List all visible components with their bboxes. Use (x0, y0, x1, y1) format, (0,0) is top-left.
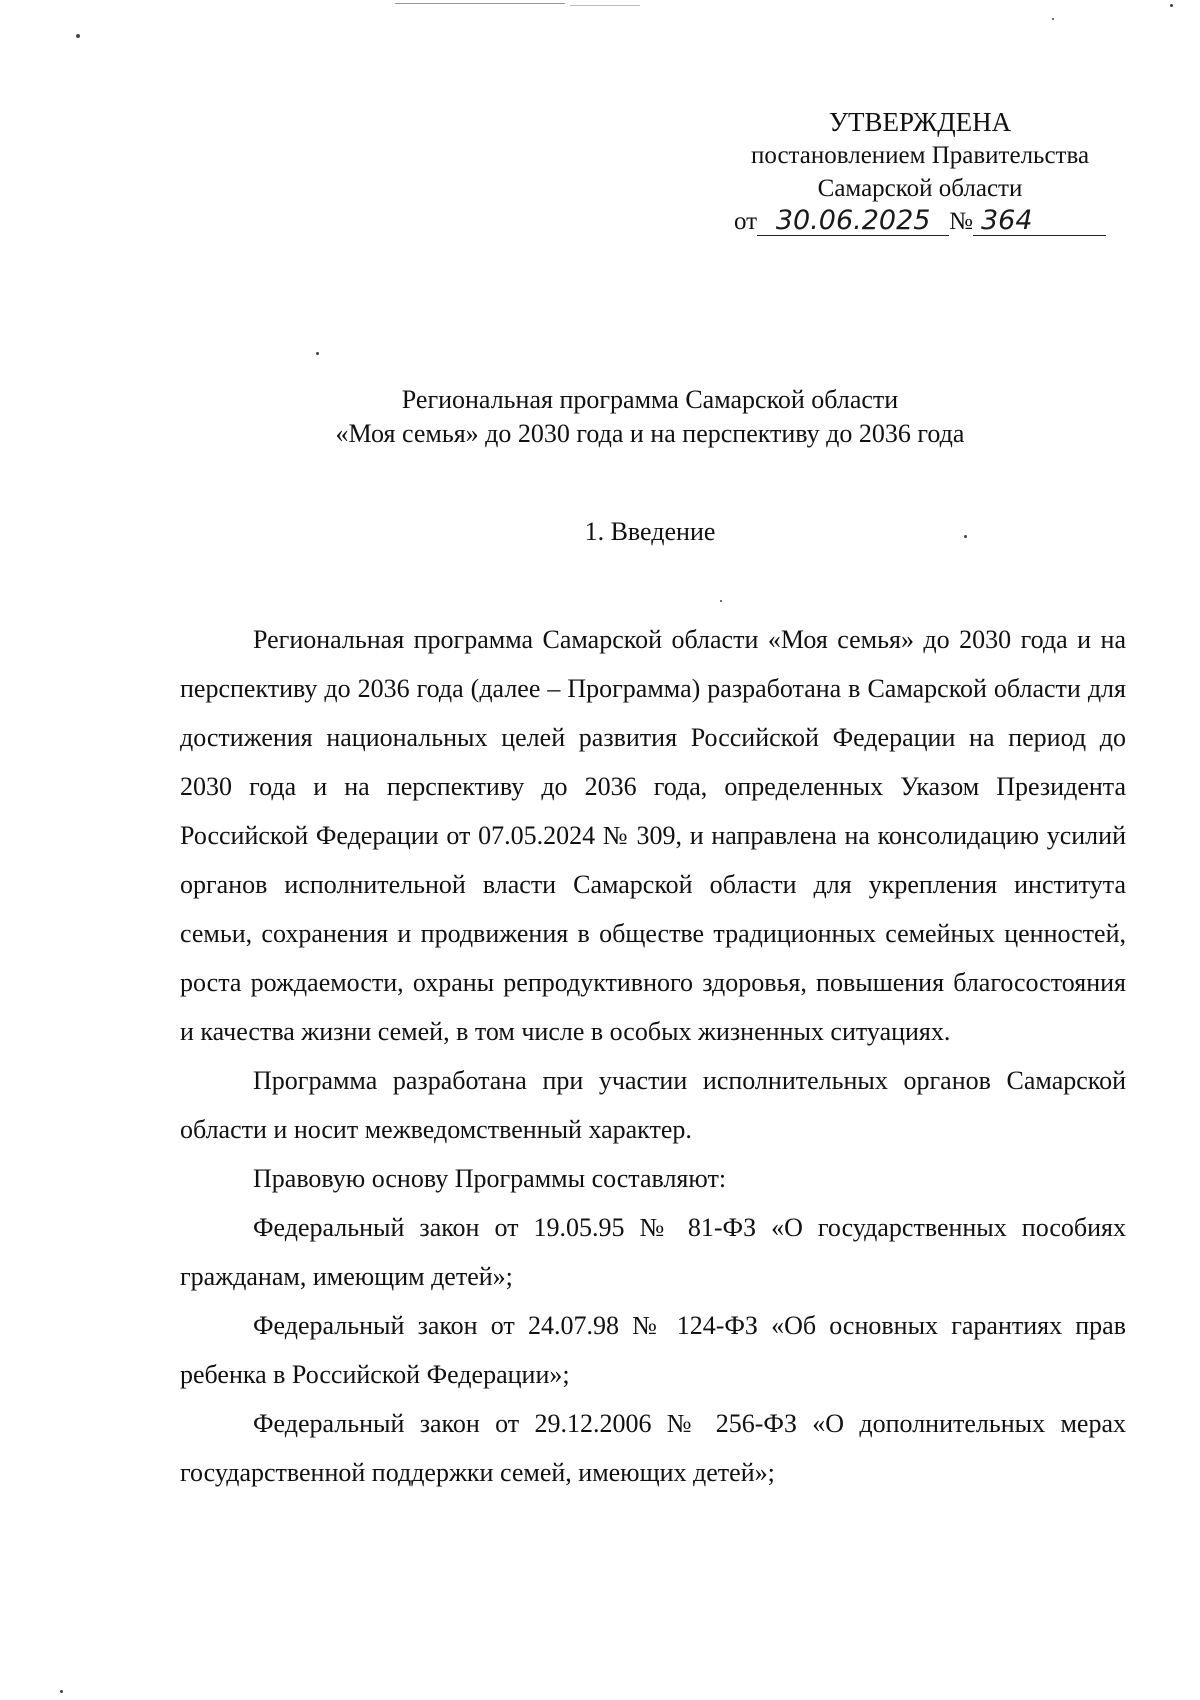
paragraph-law-81: Федеральный закон от 19.05.95 № 81-ФЗ «О государственных пособиях гражданам, имеющим детей»; (180, 1213, 1126, 1291)
document-title (180, 383, 1120, 451)
approved-region-line: Самарской области (817, 175, 1023, 202)
approval-stamp-block (700, 106, 1140, 238)
scan-speck (76, 34, 80, 38)
handwritten-number: 364 (973, 207, 1106, 236)
scan-speck (316, 352, 319, 355)
scan-speck (1170, 4, 1173, 7)
scan-speck (60, 1690, 63, 1693)
section-heading: 1. Введение (584, 517, 716, 546)
paragraph-development: Программа разработана при участии исполнительных органов Самарской области и носит межведомственный характер. (180, 1066, 1126, 1144)
scan-edge-line (570, 5, 640, 6)
number-label: № (949, 208, 973, 235)
paragraph-law-124: Федеральный закон от 24.07.98 № 124-ФЗ «Об основных гарантиях прав ребенка в Российской Федерации»; (180, 1311, 1126, 1389)
approval-date-line (700, 205, 1140, 238)
scan-speck (1052, 18, 1054, 20)
title-line-2: «Моя семья» до 2030 года и на перспективу до 2036 года (335, 419, 965, 448)
title-line-1: Региональная программа Самарской области (401, 385, 899, 414)
scan-speck (720, 600, 722, 602)
handwritten-date: 30.06.2025 (757, 207, 949, 236)
approved-heading: УТВЕРЖДЕНА (828, 107, 1012, 137)
scan-edge-line (395, 3, 565, 4)
from-label: от (734, 208, 758, 235)
paragraph-law-256: Федеральный закон от 29.12.2006 № 256-ФЗ «О дополнительных мерах государственной поддержки семей, имеющих детей»; (180, 1409, 1126, 1487)
scan-speck (964, 535, 967, 538)
document-body (180, 615, 1126, 1497)
approved-by-line: постановлением Правительства (750, 142, 1090, 169)
paragraph-intro: Региональная программа Самарской области «Моя семья» до 2030 года и на перспективу до 2036 года (далее – Программа) разработана в Самарской области для достижения национальных целей развития Российской Федерации на период до 2030 года и на перспективу до 2036 года, определенных Указом Президента Российской Федерации от 07.05.2024 № 309, и направлена на консолидацию усилий органов исполнительной власти Самарской области для укрепления института семьи, сохранения и продвижения в обществе традиционных семейных ценностей, роста рождаемости, охраны репродуктивного здоровья, повышения благосостояния и качества жизни семей, в том числе в особых жизненных ситуациях. (180, 625, 1126, 1046)
paragraph-legal-basis: Правовую основу Программы составляют: (253, 1164, 727, 1193)
